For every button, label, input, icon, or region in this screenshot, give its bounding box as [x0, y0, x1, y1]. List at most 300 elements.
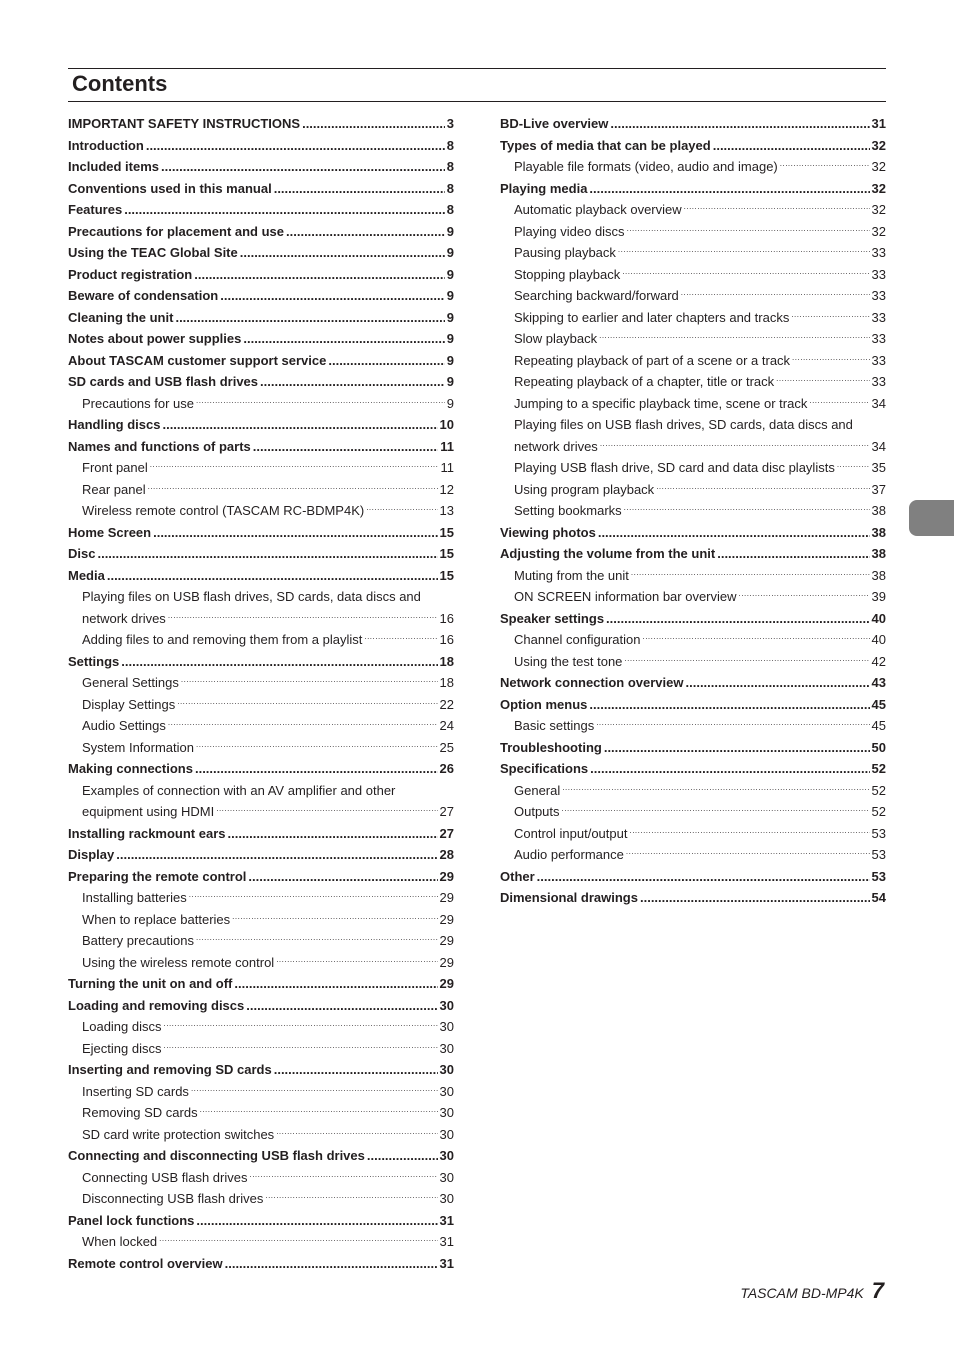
dot-leader — [276, 952, 437, 974]
dot-leader — [626, 844, 870, 866]
toc-entry[interactable] — [68, 285, 454, 307]
toc-entry-page: 31 — [439, 1234, 454, 1249]
toc-entry[interactable] — [500, 264, 886, 286]
toc-entry-label: Using the wireless remote control — [82, 954, 275, 970]
toc-entry-label: Specifications — [500, 761, 589, 776]
toc-entry-label: Remote control overview — [68, 1255, 223, 1271]
toc-entry-page: 34 — [871, 438, 886, 454]
toc-entry[interactable] — [500, 221, 886, 243]
toc-entry-page: 53 — [871, 825, 886, 841]
toc-entry-label: Basic settings — [514, 718, 595, 733]
toc-entry[interactable] — [500, 780, 886, 802]
toc-entry-label: Automatic playback overview — [514, 202, 682, 217]
toc-entry[interactable] — [68, 178, 454, 200]
toc-entry[interactable] — [500, 156, 886, 178]
dot-leader — [589, 178, 869, 200]
toc-entry-label: Jumping to a specific playback time, scene or track — [514, 395, 808, 411]
toc-entry-label: Option menus — [500, 696, 588, 712]
toc-entry[interactable] — [68, 565, 454, 587]
dot-leader — [590, 758, 869, 780]
toc-entry-page: 33 — [871, 331, 886, 346]
toc-entry-label: ON SCREEN information bar overview — [514, 589, 737, 604]
toc-entry[interactable] — [68, 1038, 454, 1060]
toc-entry[interactable] — [68, 500, 454, 522]
toc-entry-label: General Settings — [82, 675, 179, 690]
toc-entry[interactable] — [500, 715, 886, 737]
dot-leader — [240, 242, 445, 264]
dot-leader — [216, 801, 437, 823]
toc-entry-label: Adding files to and removing them from a playlist — [82, 632, 363, 647]
toc-entry-page: 15 — [439, 524, 454, 540]
toc-entry-label: Loading discs — [82, 1019, 162, 1034]
toc-entry-label: Playing USB flash drive, SD card and data disc playlists — [514, 460, 835, 475]
toc-entry[interactable] — [68, 586, 454, 629]
toc-entry-page: 24 — [439, 718, 454, 733]
toc-entry-page: 33 — [871, 266, 886, 282]
toc-entry-page: 29 — [439, 976, 454, 991]
toc-entry-page: 52 — [871, 804, 886, 819]
toc-entry[interactable] — [68, 715, 454, 737]
toc-entry[interactable] — [68, 242, 454, 264]
toc-entry[interactable] — [68, 1231, 454, 1253]
toc-entry[interactable] — [68, 156, 454, 178]
toc-entry[interactable] — [68, 328, 454, 350]
toc-entry[interactable] — [68, 823, 454, 845]
dot-leader — [196, 930, 438, 952]
toc-entry-label: Disconnecting USB flash drives — [82, 1191, 264, 1206]
toc-entry-label: Notes about power supplies — [68, 331, 242, 346]
toc-entry-label: Troubleshooting — [500, 739, 602, 755]
toc-entry-page: 33 — [871, 352, 886, 368]
dot-leader — [610, 113, 869, 135]
toc-entry-label: Skipping to earlier and later chapters and tracks — [514, 309, 790, 325]
toc-entry[interactable] — [68, 436, 454, 458]
toc-entry[interactable] — [68, 866, 454, 888]
toc-entry-page: 28 — [439, 847, 454, 862]
toc-entry[interactable] — [68, 973, 454, 995]
toc-entry[interactable] — [68, 909, 454, 931]
toc-entry-page: 40 — [871, 632, 886, 647]
toc-entry[interactable] — [500, 887, 886, 909]
toc-entry-page: 12 — [439, 481, 454, 497]
toc-entry[interactable] — [68, 199, 454, 221]
toc-entry[interactable] — [500, 414, 886, 457]
toc-entry-label: Included items — [68, 159, 160, 174]
dot-leader — [246, 995, 437, 1017]
dot-leader — [265, 1188, 437, 1210]
toc-entry[interactable] — [500, 629, 886, 651]
toc-entry-label: Cleaning the unit — [68, 309, 174, 325]
toc-entry[interactable] — [500, 113, 886, 135]
toc-entry-label: Slow playback — [514, 331, 598, 346]
toc-entry[interactable] — [68, 393, 454, 415]
toc-entry[interactable] — [68, 629, 454, 651]
toc-entry-label: Preparing the remote control — [68, 868, 247, 884]
toc-entry-label: Rear panel — [82, 481, 146, 497]
toc-entry[interactable] — [68, 1188, 454, 1210]
toc-entry-page: 53 — [871, 847, 886, 862]
toc-entry-label: Features — [68, 202, 123, 217]
toc-entry-label: Display — [68, 847, 115, 862]
toc-entry-label: IMPORTANT SAFETY INSTRUCTIONS — [68, 116, 301, 131]
toc-entry[interactable] — [68, 479, 454, 501]
toc-entry-page: 22 — [439, 696, 454, 712]
toc-entry[interactable] — [500, 242, 886, 264]
toc-entry[interactable] — [68, 543, 454, 565]
toc-entry[interactable] — [68, 737, 454, 759]
dot-leader — [780, 156, 870, 178]
toc-entry-page: 33 — [871, 309, 886, 325]
toc-entry[interactable] — [68, 1102, 454, 1124]
toc-entry-label: Outputs — [514, 804, 560, 819]
dot-leader — [163, 1038, 437, 1060]
toc-entry[interactable] — [500, 758, 886, 780]
toc-entry[interactable] — [500, 866, 886, 888]
toc-entry-label: SD cards and USB flash drives — [68, 374, 259, 389]
toc-entry[interactable] — [500, 350, 886, 372]
dot-leader — [681, 285, 870, 307]
toc-entry-page: 30 — [439, 1105, 454, 1120]
toc-entry-label: Searching backward/forward — [514, 288, 679, 303]
toc-entry-page: 30 — [439, 1169, 454, 1185]
toc-entry[interactable] — [500, 608, 886, 630]
toc-entry-label: Making connections — [68, 761, 193, 776]
toc-entry-label: Handling discs — [68, 417, 161, 432]
toc-entry[interactable] — [500, 285, 886, 307]
toc-entry-label: Viewing photos — [500, 524, 596, 540]
toc-entry-page: 9 — [446, 245, 454, 260]
dot-leader — [598, 522, 870, 544]
toc-entry[interactable] — [500, 371, 886, 393]
toc-entry-page: 18 — [439, 675, 454, 690]
dot-leader — [600, 436, 870, 458]
toc-entry-page: 29 — [439, 868, 454, 884]
toc-entry-label: Control input/output — [514, 825, 628, 841]
dot-leader — [248, 866, 437, 888]
toc-entry-page: 8 — [446, 202, 454, 217]
toc-entry[interactable] — [68, 1145, 454, 1167]
toc-entry-label: Repeating playback of part of a scene or a track — [514, 352, 791, 368]
toc-entry[interactable] — [68, 651, 454, 673]
toc-entry-page: 45 — [871, 718, 886, 733]
toc-entry[interactable] — [500, 586, 886, 608]
toc-entry-label: Setting bookmarks — [514, 503, 622, 518]
toc-entry[interactable] — [68, 1059, 454, 1081]
dot-leader — [684, 199, 870, 221]
toc-entry-page: 33 — [871, 245, 886, 260]
toc-entry[interactable] — [500, 328, 886, 350]
toc-entry[interactable] — [500, 823, 886, 845]
toc-entry[interactable] — [500, 651, 886, 673]
toc-entry-label: Adjusting the volume from the unit — [500, 546, 716, 561]
toc-entry-label: Inserting and removing SD cards — [68, 1062, 272, 1077]
toc-entry-page: 16 — [439, 610, 454, 626]
toc-entry[interactable] — [68, 457, 454, 479]
toc-entry-page: 45 — [871, 696, 886, 712]
toc-entry[interactable] — [68, 221, 454, 243]
toc-entry[interactable] — [500, 737, 886, 759]
dot-leader — [200, 1102, 438, 1124]
toc-entry[interactable] — [68, 1210, 454, 1232]
toc-entry[interactable] — [500, 801, 886, 823]
dot-leader — [164, 1016, 438, 1038]
toc-entry[interactable] — [68, 135, 454, 157]
toc-entry-label: Other — [500, 868, 535, 884]
toc-entry[interactable] — [500, 199, 886, 221]
dot-leader — [713, 135, 870, 157]
toc-entry[interactable] — [500, 522, 886, 544]
toc-entry[interactable] — [68, 1253, 454, 1275]
dot-leader — [328, 350, 444, 372]
toc-entry-page: 35 — [871, 460, 886, 475]
dot-leader — [168, 715, 438, 737]
toc-entry-label: Audio performance — [514, 847, 624, 862]
toc-entry[interactable] — [68, 522, 454, 544]
toc-entry-label: Ejecting discs — [82, 1040, 162, 1056]
footer-page-number: 7 — [871, 1278, 884, 1303]
dot-leader — [97, 543, 437, 565]
toc-entry-page: 30 — [439, 1148, 454, 1163]
toc-entry-label: Product registration — [68, 266, 193, 282]
toc-entry[interactable] — [500, 543, 886, 565]
toc-entry[interactable] — [500, 479, 886, 501]
toc-entry-label: Muting from the unit — [514, 567, 629, 583]
toc-entry[interactable] — [500, 457, 886, 479]
toc-entry-label: Installing rackmount ears — [68, 825, 226, 841]
toc-entry-page: 32 — [871, 223, 886, 239]
dot-leader — [196, 737, 438, 759]
toc-right-column — [500, 113, 886, 909]
toc-entry-label: Loading and removing discs — [68, 997, 245, 1013]
toc-entry-page: 9 — [446, 395, 454, 411]
toc-entry[interactable] — [500, 672, 886, 694]
toc-entry-page: 30 — [439, 1040, 454, 1056]
dot-leader — [739, 586, 870, 608]
toc-entry-label-continued: network drives — [82, 610, 166, 626]
toc-entry-label: Display Settings — [82, 696, 176, 712]
toc-entry-label-continued: equipment using HDMI — [82, 804, 215, 819]
dot-leader — [274, 1059, 438, 1081]
dot-leader — [717, 543, 869, 565]
dot-leader — [596, 715, 869, 737]
dot-leader — [161, 156, 445, 178]
toc-entry-label: Playing video discs — [514, 223, 625, 239]
dot-leader — [274, 178, 445, 200]
toc-entry[interactable] — [68, 414, 454, 436]
toc-entry[interactable] — [500, 500, 886, 522]
toc-entry[interactable] — [500, 393, 886, 415]
dot-leader — [225, 1253, 438, 1275]
dot-leader — [837, 457, 870, 479]
dot-leader — [177, 694, 437, 716]
toc-entry-page: 26 — [439, 761, 454, 776]
toc-entry-page: 30 — [439, 1083, 454, 1099]
toc-entry-label: Front panel — [82, 460, 148, 475]
dot-leader — [159, 1231, 437, 1253]
toc-entry-page: 29 — [439, 933, 454, 948]
toc-entry-page: 9 — [446, 331, 454, 346]
toc-entry-label: SD card write protection switches — [82, 1126, 275, 1142]
toc-entry[interactable] — [500, 844, 886, 866]
toc-entry-page: 25 — [439, 739, 454, 755]
toc-entry-page: 53 — [871, 868, 886, 884]
toc-entry[interactable] — [68, 995, 454, 1017]
toc-entry-page: 8 — [446, 180, 454, 196]
dot-leader — [631, 565, 870, 587]
toc-entry-label: Playing media — [500, 180, 588, 196]
dot-leader — [150, 457, 439, 479]
toc-entry-page: 9 — [446, 309, 454, 325]
toc-entry-page: 39 — [871, 589, 886, 604]
toc-entry-page: 9 — [446, 288, 454, 303]
toc-entry-label: Settings — [68, 653, 120, 669]
toc-entry-page: 38 — [871, 567, 886, 583]
toc-entry-page: 11 — [440, 460, 454, 475]
toc-entry[interactable] — [68, 350, 454, 372]
toc-entry-label: Turning the unit on and off — [68, 976, 233, 991]
toc-entry[interactable] — [68, 371, 454, 393]
toc-entry-page: 33 — [871, 374, 886, 389]
toc-entry-page: 29 — [439, 954, 454, 970]
toc-entry-page: 54 — [871, 890, 886, 905]
toc-entry-page: 15 — [439, 546, 454, 561]
toc-entry-label: Channel configuration — [514, 632, 641, 647]
toc-entry-page: 42 — [871, 653, 886, 669]
dot-leader — [181, 672, 438, 694]
dot-leader — [189, 887, 438, 909]
toc-entry[interactable] — [68, 264, 454, 286]
toc-entry[interactable] — [500, 307, 886, 329]
toc-entry-page: 30 — [439, 1062, 454, 1077]
toc-entry-page: 29 — [439, 890, 454, 905]
toc-entry[interactable] — [68, 672, 454, 694]
toc-entry-label: System Information — [82, 739, 194, 755]
dot-leader — [260, 371, 445, 393]
toc-entry-page: 52 — [871, 761, 886, 776]
page-footer — [740, 1278, 884, 1304]
dot-leader — [124, 199, 445, 221]
toc-entry-page: 32 — [871, 202, 886, 217]
toc-entry-page: 32 — [871, 180, 886, 196]
dot-leader — [367, 1145, 438, 1167]
toc-entry[interactable] — [68, 930, 454, 952]
toc-entry[interactable] — [68, 307, 454, 329]
dot-leader — [537, 866, 870, 888]
dot-leader — [148, 479, 438, 501]
dot-leader — [116, 844, 437, 866]
toc-entry-page: 38 — [871, 503, 886, 518]
dot-leader — [791, 307, 869, 329]
toc-entry[interactable] — [68, 1124, 454, 1146]
toc-entry-label: Examples of connection with an AV amplifier and other — [82, 782, 396, 798]
dot-leader — [146, 135, 445, 157]
toc-entry-label: Using the test tone — [514, 653, 623, 669]
dot-leader — [234, 973, 437, 995]
dot-leader — [153, 522, 437, 544]
toc-entry[interactable] — [500, 135, 886, 157]
dot-leader — [121, 651, 437, 673]
toc-entry[interactable] — [68, 1016, 454, 1038]
dot-leader — [276, 1124, 437, 1146]
toc-entry-label: Playing files on USB flash drives, SD cards, data discs and — [82, 589, 421, 604]
toc-entry-label: Introduction — [68, 137, 144, 153]
dot-leader — [168, 608, 438, 630]
toc-entry-label: Using the TEAC Global Site — [68, 245, 238, 260]
toc-entry-label: Repeating playback of a chapter, title or track — [514, 374, 775, 389]
toc-entry-label: Home Screen — [68, 524, 152, 540]
toc-entry[interactable] — [68, 694, 454, 716]
toc-entry-label-continued: network drives — [514, 438, 598, 454]
toc-entry-label: Dimensional drawings — [500, 890, 638, 905]
toc-entry[interactable] — [68, 952, 454, 974]
toc-entry[interactable] — [68, 758, 454, 780]
toc-entry[interactable] — [68, 113, 454, 135]
toc-entry-label: Speaker settings — [500, 610, 605, 626]
toc-entry[interactable] — [68, 844, 454, 866]
dot-leader — [606, 608, 869, 630]
dot-leader — [243, 328, 444, 350]
toc-entry-label: Playable file formats (video, audio and image) — [514, 159, 778, 174]
toc-entry-label: Beware of condensation — [68, 288, 219, 303]
toc-entry[interactable] — [500, 565, 886, 587]
dot-leader — [191, 1081, 438, 1103]
dot-leader — [220, 285, 445, 307]
toc-left-column — [68, 113, 454, 1274]
toc-entry[interactable] — [68, 887, 454, 909]
toc-entry-label: Installing batteries — [82, 890, 187, 905]
dot-leader — [286, 221, 445, 243]
toc-entry-page: 50 — [871, 739, 886, 755]
dot-leader — [624, 651, 869, 673]
dot-leader — [196, 1210, 437, 1232]
title-underline — [68, 101, 886, 102]
dot-leader — [196, 393, 445, 415]
dot-leader — [604, 737, 870, 759]
toc-entry-page: 27 — [439, 825, 454, 841]
dot-leader — [642, 629, 869, 651]
toc-entry-page: 32 — [871, 137, 886, 153]
toc-entry[interactable] — [68, 1081, 454, 1103]
toc-entry-page: 52 — [871, 782, 886, 798]
dot-leader — [640, 887, 870, 909]
toc-entry-page: 9 — [446, 223, 454, 239]
toc-entry[interactable] — [500, 694, 886, 716]
dot-leader — [232, 909, 437, 931]
toc-entry-label: Using program playback — [514, 481, 655, 497]
dot-leader — [622, 264, 869, 286]
toc-entry-label: Connecting USB flash drives — [82, 1169, 248, 1185]
toc-entry-page: 31 — [871, 116, 886, 131]
toc-entry-label: Conventions used in this manual — [68, 180, 272, 196]
toc-entry-label: Pausing playback — [514, 245, 616, 260]
toc-entry-label: About TASCAM customer support service — [68, 352, 327, 368]
toc-entry-page: 15 — [439, 567, 454, 583]
dot-leader — [253, 436, 439, 458]
dot-leader — [809, 393, 869, 415]
toc-entry[interactable] — [68, 1167, 454, 1189]
toc-entry-label: Network connection overview — [500, 675, 684, 690]
toc-entry[interactable] — [68, 780, 454, 823]
toc-entry-page: 3 — [446, 116, 454, 131]
toc-entry[interactable] — [500, 178, 886, 200]
toc-entry-label: Removing SD cards — [82, 1105, 198, 1120]
dot-leader — [364, 629, 437, 651]
toc-entry-page: 16 — [439, 632, 454, 647]
dot-leader — [175, 307, 444, 329]
chapter-thumb-tab — [909, 500, 954, 536]
toc-entry-label: Media — [68, 567, 105, 583]
toc-entry-page: 31 — [439, 1255, 454, 1271]
